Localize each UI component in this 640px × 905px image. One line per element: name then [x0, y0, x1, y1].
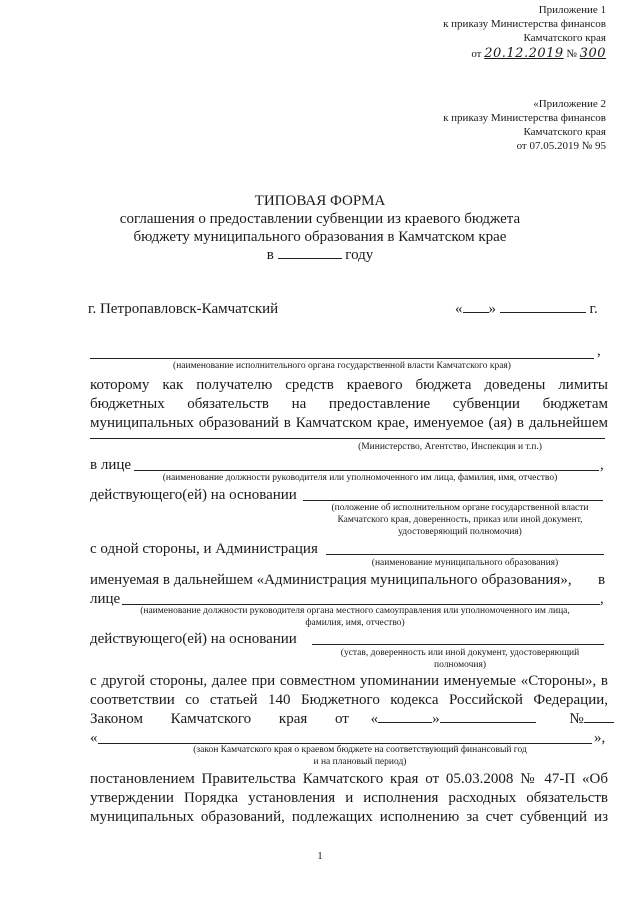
document-year-line [0, 246, 640, 265]
law-number-sign: № [569, 711, 584, 727]
one-side-label: с одной стороны, и Администрация [90, 541, 318, 557]
hint-law-1: (закон Камчатского края о краевом бюджете на соответствующий финансовый год [193, 745, 527, 755]
hint-basis-2: Камчатского края, доверенность, приказ или иной документ, [337, 515, 583, 525]
local-head-blank [122, 592, 600, 605]
law-month-blank [440, 710, 536, 723]
year-suffix-g: г. [589, 301, 598, 317]
hint-charter-2: полномочия) [433, 660, 486, 670]
hint-charter-1: (устав, доверенность или иной документ, удостоверяющий [340, 648, 580, 658]
decree-line2: утверждении Порядка установления и исполнения расходных обязательств [90, 790, 608, 806]
law-title-close-quote: », [594, 730, 606, 746]
hint-local-head-1: (наименование должности руководителя органа местного самоуправления или уполномоченного им лица, [140, 606, 570, 616]
ministry-blank [90, 428, 605, 439]
appendix-2-region: Камчатского края [523, 126, 606, 138]
para1-line2: бюджетных обязательств на предоставление субвенции бюджетам [90, 396, 608, 412]
appendix-2-order: к приказу Министерства финансов [443, 112, 606, 124]
year-prefix: в [266, 247, 274, 263]
from-label: от [471, 48, 482, 60]
year-suffix: году [345, 247, 374, 263]
appendix-1-order: к приказу Министерства финансов [443, 18, 606, 30]
law-day-blank [378, 710, 432, 723]
day-blank [463, 300, 489, 313]
law-prefix: Законом Камчатского края от [90, 711, 349, 727]
in-person-label: в лице [90, 457, 132, 473]
hint-local-head-2: фамилия, имя, отчество) [305, 618, 405, 628]
named-admin-in: в [598, 572, 606, 588]
month-blank [500, 300, 586, 313]
law-number-blank [584, 710, 614, 723]
para1-line3: муниципальных образований в Камчатском крае, именуемое (ая) в дальнейшем [90, 415, 608, 431]
law-line [90, 710, 608, 729]
hint-executive-body: (наименование исполнительного органа государственной власти Камчатского края) [173, 361, 511, 371]
named-admin-text: именуемая в дальнейшем «Администрация муниципального образования», [90, 572, 572, 588]
other-side-line1: с другой стороны, далее при совместном упоминании именуемые «Стороны», в [90, 673, 608, 689]
appendix-1-region: Камчатского края [523, 32, 606, 44]
document-subtitle-1: соглашения о предоставлении субвенции из краевого бюджета [119, 211, 521, 227]
date-close-quote: » [488, 301, 496, 317]
handwritten-date: 20.12.2019 [484, 46, 564, 61]
hint-law-2: и на плановый период) [313, 757, 407, 767]
comma: , [597, 343, 601, 359]
acting-basis-label-2: действующего(ей) на основании [90, 631, 297, 647]
law-title-blank [98, 731, 592, 744]
document-title: ТИПОВАЯ ФОРМА [254, 193, 386, 209]
acting-basis-label: действующего(ей) на основании [90, 487, 297, 503]
hint-municipality: (наименование муниципального образования) [371, 558, 559, 568]
signing-date [455, 300, 598, 319]
representative-blank [134, 458, 599, 471]
hint-position: (наименование должности руководителя или уполномоченного им лица, фамилия, имя, отчество) [162, 473, 558, 483]
comma: , [600, 457, 604, 473]
appendix-2-label: «Приложение 2 [533, 98, 606, 110]
hint-basis-1: (положение об исполнительном органе государственной власти [331, 503, 589, 513]
date-open-quote: « [455, 301, 463, 317]
decree-line3: муниципальных образований, подлежащих исполнению за счет субвенций из [90, 809, 608, 825]
basis-blank [303, 488, 603, 501]
number-sign: № [566, 48, 577, 60]
appendix-1-date-line [471, 47, 606, 61]
charter-blank [312, 632, 604, 645]
year-blank [278, 246, 342, 259]
law-open-quote: « [370, 711, 379, 727]
appendix-2-date: от 07.05.2019 № 95 [516, 140, 606, 152]
decree-line1: постановлением Правительства Камчатского края от 05.03.2008 № 47-П «Об [90, 771, 608, 787]
comma: , [600, 591, 604, 607]
hint-ministry: (Министерство, Агентство, Инспекция и т.п.) [358, 442, 542, 452]
hint-basis-3: удостоверяющий полномочия) [398, 527, 522, 537]
executive-body-blank [90, 346, 594, 359]
law-close-quote: » [432, 711, 440, 727]
document-subtitle-2: бюджету муниципального образования в Камчатском крае [133, 229, 507, 245]
page-number: 1 [317, 850, 323, 862]
appendix-1-label: Приложение 1 [538, 4, 606, 16]
municipality-blank [326, 542, 604, 555]
law-title-open-quote: « [90, 730, 98, 746]
handwritten-number: 300 [579, 46, 606, 61]
in-person-label-2: лице [90, 591, 121, 607]
para1-line1: которому как получателю средств краевого бюджета доведены лимиты [90, 377, 608, 393]
city-name: г. Петропавловск-Камчатский [88, 301, 279, 317]
other-side-line2: соответствии со статьей 140 Бюджетного кодекса Российской Федерации, [90, 692, 608, 708]
